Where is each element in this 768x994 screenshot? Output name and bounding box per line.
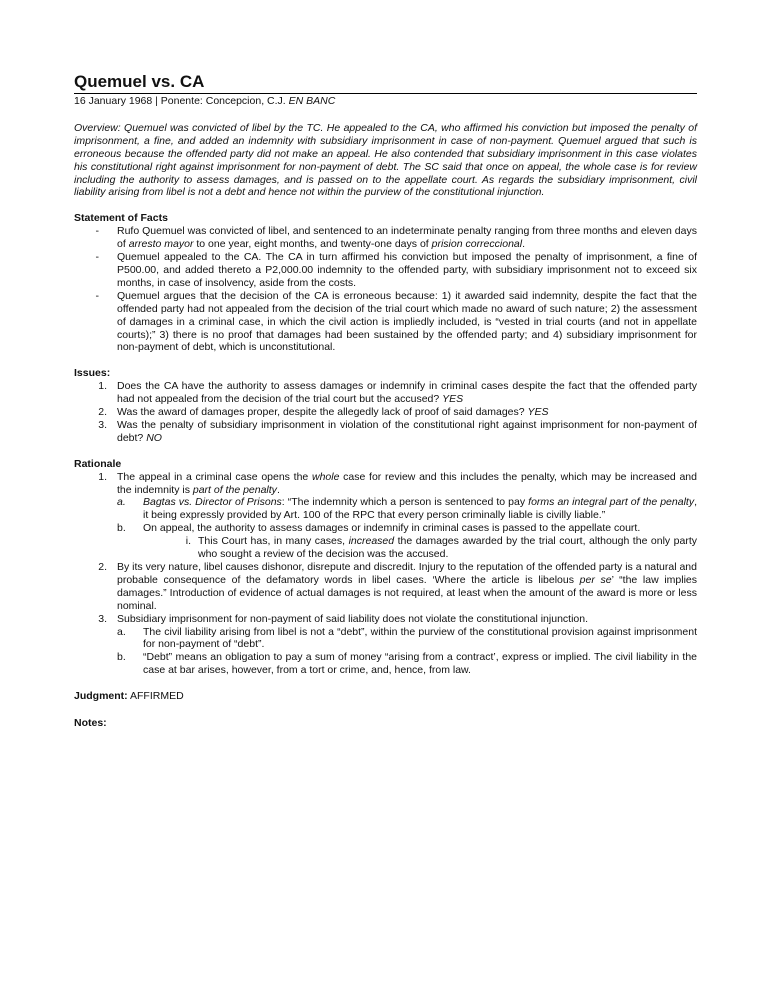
issue-item-1 [74,380,697,406]
division: EN BANC [288,95,336,107]
issue-text: Was the award of damages proper, despite the allegedly lack of proof of said damages? YES [117,406,549,419]
rationale-text: The appeal in a criminal case opens the whole case for review and this includes the penalty, which may be increased and the indemnity is part of the penalty. [117,470,697,496]
judgment-value: AFFIRMED [127,690,184,703]
sub-marker: a. [117,625,126,638]
rationale-text: By its very nature, libel causes dishonor, disrepute and discredit. Injury to the reputation of the offended party is a natural and probable consequence of the defamatory words in libel cases. ‘Where the article is libelous per se’ “the law implies damages.” Introduction of evidence of actual damages is not required, at least when the amount of the award is more or less nominal. [117,561,698,612]
issue-number: 2. [98,406,107,419]
issue-number: 1. [98,380,107,393]
issues-heading: Issues: [74,367,111,380]
sub-text: The civil liability arising from libel is not a “debt”, within the purview of the constitutional provision against imprisonment for non-payment of “debt”. [143,625,697,651]
fact-item-1 [74,225,697,251]
rationale-heading: Rationale [74,457,122,470]
sub-marker: b. [117,651,126,664]
fact-item-2 [74,251,697,290]
rationale-1-sub-b-i [143,535,697,561]
issue-text: Was the penalty of subsidiary imprisonment in violation of the constitutional right against imprisonment for non-payment of debt? NO [117,418,697,444]
rationale-1-sub-b [117,522,697,535]
notes-label: Notes: [74,717,107,730]
sub-marker: b. [117,522,126,535]
case-title: Quemuel vs. CA [74,72,697,94]
sub-text: “Debt” means an obligation to pay a sum of money “arising from a contract’, express or implied. The civil liability in the case at bar arises, however, from a tort or crime, and, hence, from law. [143,651,697,677]
sub-text: This Court has, in many cases, increased the damages awarded by the trial court, although the only party who sought a review of the decision was the accused. [198,535,698,561]
dash-marker: - [95,225,99,238]
case-meta [74,95,697,108]
rationale-3-sub-a [117,626,697,652]
sub-text: On appeal, the authority to assess damages or indemnify in criminal cases is passed to the appellate court. [143,522,641,535]
sub-marker: i. [185,535,191,548]
rationale-3-sub-b [117,651,697,677]
date-ponente: 16 January 1968 | Ponente: Concepcion, C.J. [74,95,289,107]
rationale-text: Subsidiary imprisonment for non-payment of said liability does not violate the constitutional injunction. [117,612,589,625]
document-page [74,72,697,730]
dash-marker: - [95,251,99,264]
issue-item-2 [74,406,697,419]
rationale-item-3 [74,613,697,626]
issue-answer: YES [442,393,464,406]
sub-text: Bagtas vs. Director of Prisons: “The indemnity which a person is sentenced to pay forms an integral part of the penalty, it being expressly provided by Art. 100 of the RPC that every person criminally liable is civilly liable.” [143,496,697,522]
issue-item-3 [74,419,697,445]
rationale-item-2 [74,561,697,613]
judgment-label: Judgment: [74,690,128,703]
fact-text: Rufo Quemuel was convicted of libel, and sentenced to an indeterminate penalty ranging from three months and eleven days of arresto mayor to one year, eight months, and twenty-one days of prision correccional. [117,225,697,251]
issue-answer: NO [146,431,162,444]
issue-answer: YES [527,406,549,419]
overview-paragraph: Overview: Quemuel was convicted of libel by the TC. He appealed to the CA, who affirmed his conviction but imposed the penalty of imprisonment, a fine, and added an indemnity with subsidiary imprisonment in case of non-payment. Quemuel argued that such is erroneous because the offended party did not make an appeal. He also contended that subsidiary imprisonment in this case violates his constitutional right against imprisonment for non-payment of debt. The SC said that once on appeal, the whole case is for review including the authority to assess damages, and is passed on to the appellate court. As regards the subsidiary imprisonment, civil liability arising from libel is not a debt and hence not within the purview of the constitutional injunction. [74,121,697,199]
issue-text: Does the CA have the authority to assess damages or indemnify in criminal cases despite the fact that the offended party had not appealed from the decision of the trial court but the accused? YES [117,380,697,406]
fact-text: Quemuel argues that the decision of the CA is erroneous because: 1) it awarded said indemnity, despite the fact that the offended party had not appealed from the decision of the trial court which made no award of such nature; 2) the assessment of damages in a criminal case, in which the civil action is impliedly included, is “vested in trial courts (and not in appellate courts);” 3) there is no proof that damages had been sustained by the offended party; and 4) subsidiary imprisonment for non-payment of debt, which is unconstitutional. [117,289,697,354]
dash-marker: - [95,289,99,302]
rationale-item-1 [74,471,697,497]
rationale-number: 3. [98,612,107,625]
issue-number: 3. [98,418,107,431]
rationale-number: 1. [98,470,107,483]
facts-heading: Statement of Facts [74,212,168,225]
fact-item-3 [74,290,697,355]
rationale-number: 2. [98,561,107,573]
sub-marker: a. [117,496,126,509]
rationale-1-sub-a [117,496,697,522]
fact-text: Quemuel appealed to the CA. The CA in turn affirmed his conviction but imposed the penalty of imprisonment, a fine of P500.00, and added thereto a P2,000.00 indemnity to the offended party, with subsidiary imprisonment not to exceed six months, in case of insolvency, aside from the costs. [117,251,697,289]
judgment [74,690,697,703]
